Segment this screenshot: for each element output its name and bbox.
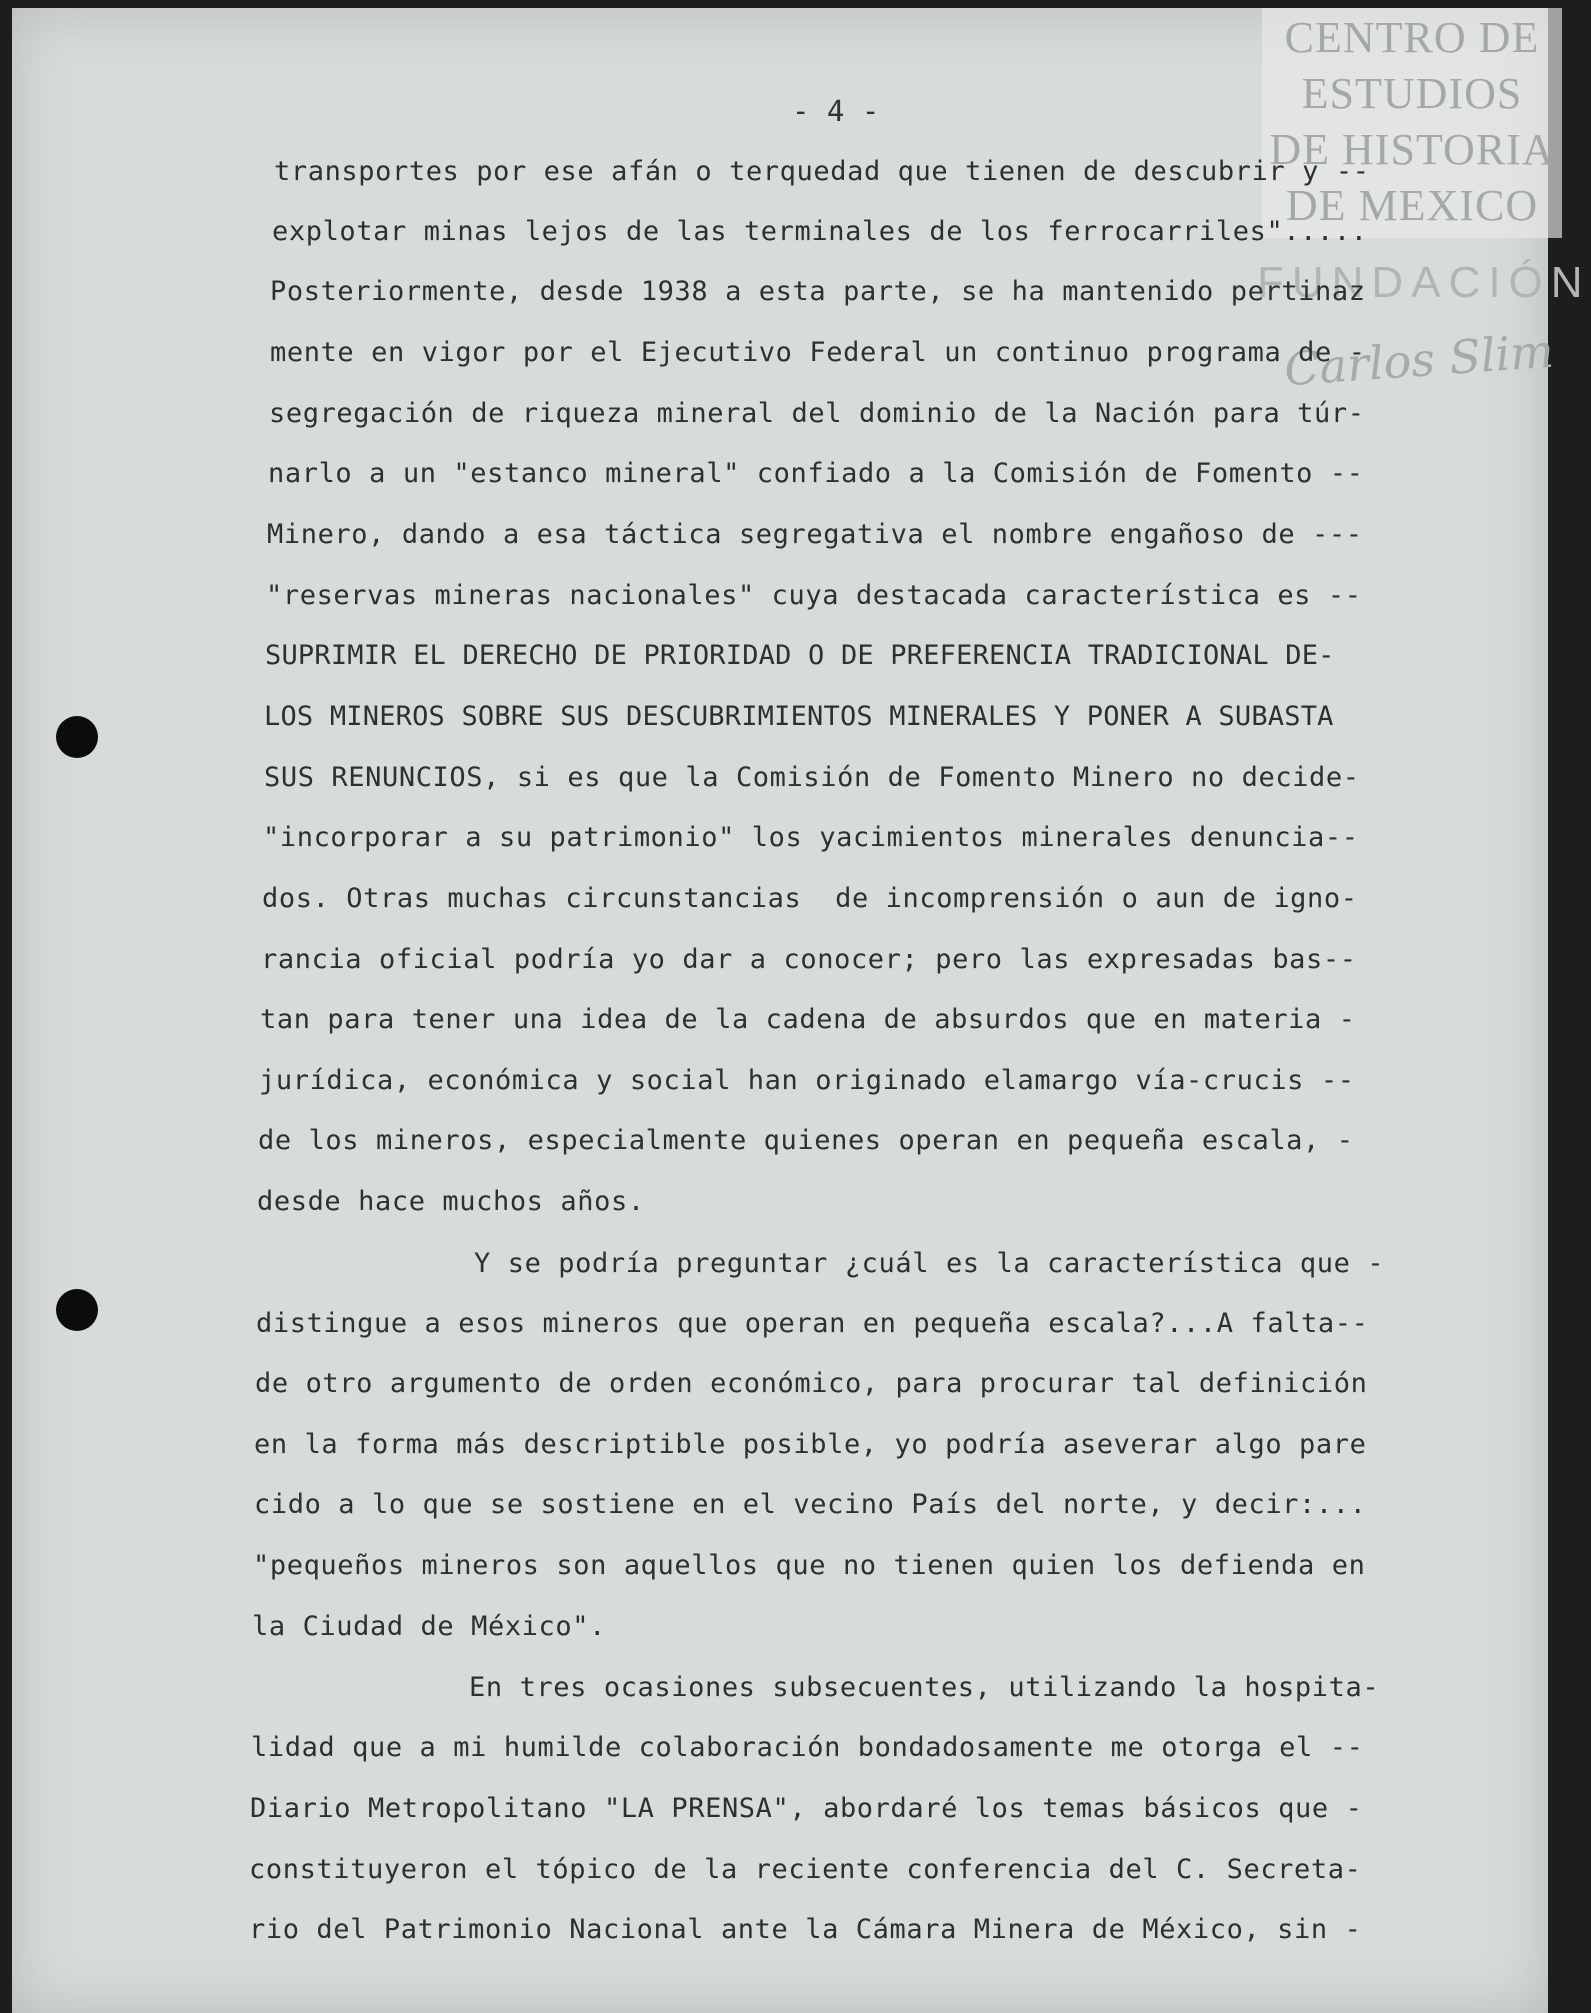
text-line: narlo a un "estanco mineral" confiado a la Comisión de Fomento -- — [268, 458, 1364, 489]
text-line: distingue a esos mineros que operan en pequeña escala?...A falta-- — [256, 1308, 1369, 1339]
text-line: de los mineros, especialmente quienes operan en pequeña escala, - — [258, 1125, 1354, 1156]
text-line: "pequeños mineros son aquellos que no tienen quien los defienda en — [253, 1550, 1366, 1581]
text-line: la Ciudad de México". — [252, 1611, 606, 1642]
text-line: rancia oficial podría yo dar a conocer; pero las expresadas bas-- — [261, 944, 1357, 975]
text-line: Minero, dando a esa táctica segregativa el nombre engañoso de --- — [267, 519, 1363, 550]
watermark-line-1: CENTRO DE — [1284, 13, 1540, 62]
text-line: rio del Patrimonio Nacional ante la Cámara Minera de México, sin - — [249, 1914, 1362, 1945]
text-line: "incorporar a su patrimonio" los yacimientos minerales denuncia-- — [263, 822, 1359, 853]
text-line: en la forma más descriptible posible, yo podría aseverar algo pare — [254, 1429, 1367, 1460]
archive-watermark — [1262, 8, 1562, 238]
text-line: jurídica, económica y social han originado elamargo vía-crucis -- — [259, 1065, 1355, 1096]
text-line: lidad que a mi humilde colaboración bondadosamente me otorga el -- — [251, 1732, 1364, 1763]
punch-hole-top — [56, 716, 98, 758]
watermark-line-4: DE MEXICO — [1285, 181, 1539, 230]
text-line: segregación de riqueza mineral del dominio de la Nación para túr- — [269, 398, 1365, 429]
text-line: SUPRIMIR EL DERECHO DE PRIORIDAD O DE PREFERENCIA TRADICIONAL DE- — [265, 640, 1335, 671]
text-line: explotar minas lejos de las terminales de los ferrocarriles"..... — [272, 216, 1368, 247]
text-line: de otro argumento de orden económico, para procurar tal definición — [255, 1368, 1368, 1399]
text-line: dos. Otras muchas circunstancias de incomprensión o aun de igno- — [262, 883, 1358, 914]
text-line: Y se podría preguntar ¿cuál es la característica que - — [474, 1248, 1385, 1279]
text-line: "reservas mineras nacionales" cuya destacada característica es -- — [266, 580, 1362, 611]
watermark-signature: Carlos Slim — [1282, 323, 1556, 397]
watermark-line-3: DE HISTORIA — [1269, 125, 1555, 174]
watermark-line-2: ESTUDIOS — [1301, 69, 1523, 118]
text-line: Posteriormente, desde 1938 a esta parte, se ha mantenido pertinaz — [270, 276, 1366, 307]
text-line: LOS MINEROS SOBRE SUS DESCUBRIMIENTOS MINERALES Y PONER A SUBASTA — [264, 701, 1334, 732]
page-number: - 4 - — [792, 94, 880, 128]
text-line: tan para tener una idea de la cadena de absurdos que en materia - — [260, 1004, 1356, 1035]
text-line: En tres ocasiones subsecuentes, utilizando la hospita- — [469, 1672, 1380, 1703]
text-line: Diario Metropolitano "LA PRENSA", abordaré los temas básicos que - — [250, 1793, 1363, 1824]
text-line: SUS RENUNCIOS, si es que la Comisión de Fomento Minero no decide- — [264, 762, 1360, 793]
text-line: cido a lo que se sostiene en el vecino País del norte, y decir:... — [254, 1489, 1367, 1520]
watermark-foundation: FUNDACIÓN — [1257, 258, 1591, 307]
text-line: transportes por ese afán o terquedad que tienen de descubrir y -- — [274, 156, 1370, 187]
text-line: constituyeron el tópico de la reciente conferencia del C. Secreta- — [249, 1854, 1362, 1885]
punch-hole-bottom — [56, 1289, 98, 1331]
text-line: desde hace muchos años. — [257, 1186, 645, 1217]
text-line: mente en vigor por el Ejecutivo Federal un continuo programa de - — [270, 337, 1366, 368]
document-page — [12, 8, 1591, 2013]
